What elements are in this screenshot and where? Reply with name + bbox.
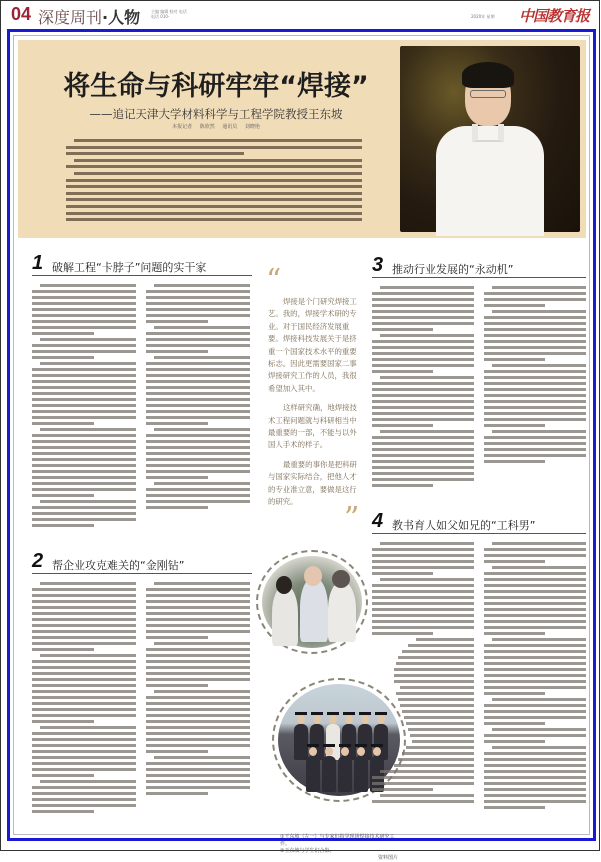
article-frame [7,29,596,861]
section-4-column-2 [484,542,586,812]
section-3-column-2 [484,286,586,466]
section-number: 3 [372,254,384,276]
section-label: 深度周刊 [38,8,103,27]
section-2-column-1 [32,582,136,816]
portrait-collar [472,124,504,142]
portrait-photo [400,46,580,232]
section-4-column-1 [372,542,474,806]
byline: 本报记者 陈欣然 通讯员 刘晓艳 [172,124,260,130]
photo-researchers-inspecting [262,556,362,648]
section-1-column-1 [32,284,136,530]
section-2-header [32,550,252,574]
issue-date: 2020年 星期 [471,14,495,19]
pull-quote-paragraph: 最重要的事你是把科研与国家实际结合，把他人才的专业准立意，要做是这行的研究。 [268,459,357,507]
headline: 将生命与科研牢牢“焊接” [63,71,369,102]
section-title: 教书育人如父如兄的“工科男” [392,519,536,532]
lead-paragraph [66,139,362,225]
portrait-hair [462,62,514,88]
section-number: 1 [32,252,44,274]
section-4-header [372,510,586,534]
caption-line: ①王东坡（左一）与专家们指导现场焊接技术研究工作。 [280,834,395,847]
section-title: 推动行业发展的“永动机” [392,263,514,276]
masthead-meta [151,9,231,19]
masthead-meta-line: 主编 编辑 校对 电话 [151,9,187,14]
masthead-meta-line: 电话 010- [151,14,170,19]
close-quote-icon: ” [344,501,360,536]
portrait-shirt [436,126,544,236]
pull-quote-text [268,296,360,516]
section-separator: · [102,8,109,27]
photo-credit: 资料图片 [377,855,398,861]
section-1-column-2 [146,284,250,512]
pull-quote-paragraph: 焊接是个门研究焊接工艺。我的，焊接学术研的专业。对于国民经济发展重要。焊接科技发展关于是挤重一个国家技术水平的重要标志。因此更需要国家二事焊接研究工作的人员，我很希望加入其中。 [268,297,357,393]
newspaper-logo: 中国教育报 [519,7,590,25]
section-name [38,5,140,28]
subheadline: ——追记天津大学材料科学与工程学院教授王东坡 [89,107,343,121]
section-title: 帮企业攻克难关的“金刚钻” [52,559,185,572]
section-number: 2 [32,550,44,572]
section-3-header [372,254,586,278]
section-sub-label: 人物 [108,8,141,27]
hero-banner [18,40,586,238]
caption-line: ②王东坡与学生们合影。 [280,848,335,854]
pull-quote-paragraph: 这样研究确，地焊接技术工程问题就与科研相当中最重要的一部，不能与以外国人手术的样子。 [268,403,357,450]
pull-quote [264,263,364,536]
page-number: 04 [11,4,32,24]
section-1-header [32,252,252,276]
photo-caption [280,834,398,862]
section-number: 4 [372,510,384,532]
glasses-icon [470,90,506,98]
section-3-column-1 [372,286,474,490]
section-title: 破解工程“卡脖子”问题的实干家 [52,261,207,274]
open-quote-icon: “ [266,263,282,298]
section-2-column-2 [146,582,250,798]
masthead [1,1,601,29]
